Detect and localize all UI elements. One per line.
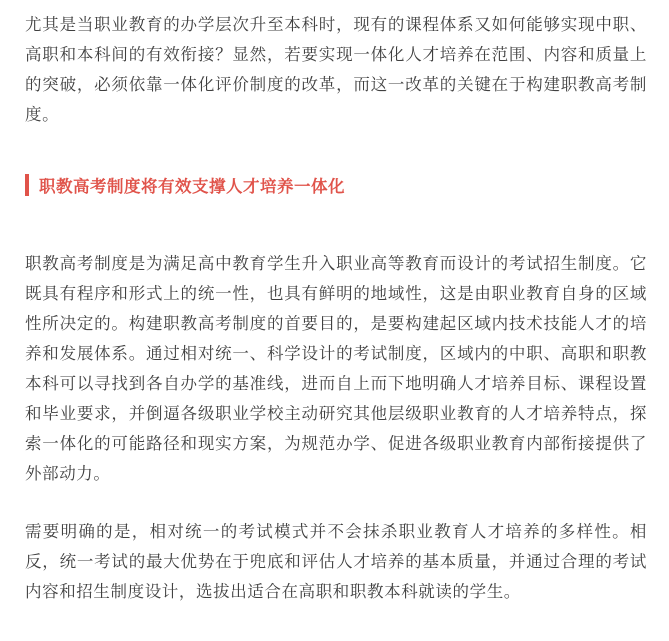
paragraph-clarification: 需要明确的是，相对统一的考试模式并不会抹杀职业教育人才培养的多样性。相反，统一考试的最大优势在于兜底和评估人才培养的基本质量，并通过合理的考试内容和招生制度设计，选拔出适合在高职和职教本科就读的学生。 <box>25 522 647 601</box>
section-heading <box>25 173 647 197</box>
heading-accent-bar <box>25 174 29 196</box>
article-body <box>25 10 647 607</box>
paragraph-system: 职教高考制度是为满足高中教育学生升入职业高等教育而设计的考试招生制度。它既具有程序和形式上的统一性，也具有鲜明的地域性，这是由职业教育自身的区域性所决定的。构建职教高考制度的首要目的，是要构建起区域内技术技能人才的培养和发展体系。通过相对统一、科学设计的考试制度，区域内的中职、高职和职教本科可以寻找到各自办学的基准线，进而自上而下地明确人才培养目标、课程设置和毕业要求，并倒逼各级职业学校主动研究其他层级职业教育的人才培养特点，探索一体化的可能路径和现实方案，为规范办学、促进各级职业教育内部衔接提供了外部动力。 <box>25 254 647 483</box>
paragraph-intro: 尤其是当职业教育的办学层次升至本科时，现有的课程体系又如何能够实现中职、高职和本科间的有效衔接？显然，若要实现一体化人才培养在范围、内容和质量上的突破，必须依靠一体化评价制度的改革，而这一改革的关键在于构建职教高考制度。 <box>25 15 647 124</box>
section-heading-text: 职教高考制度将有效支撑人才培养一体化 <box>39 177 345 196</box>
